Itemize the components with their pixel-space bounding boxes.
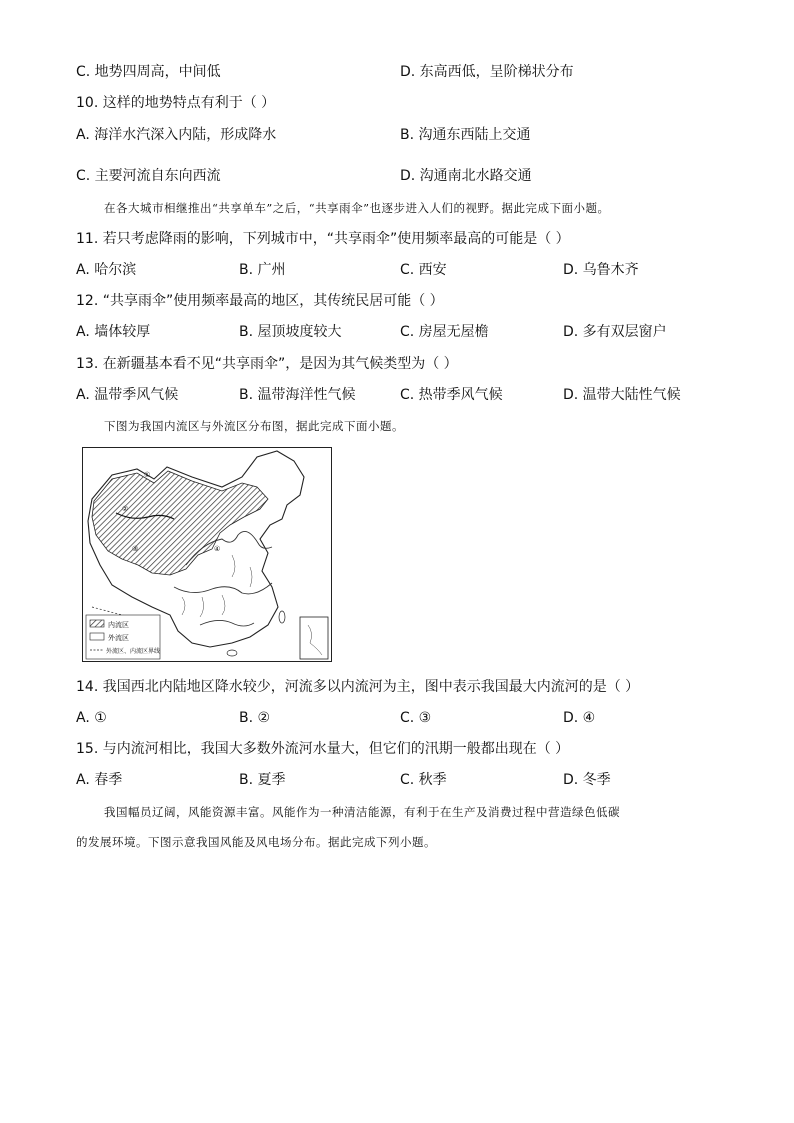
taiwan-island <box>279 611 285 623</box>
marker-3: ③ <box>132 545 139 553</box>
question-13-stem: 13. 在新疆基本看不见“共享雨伞”，是因为其气候类型为（ ） <box>76 356 458 372</box>
question-11-option-d: D. 乌鲁木齐 <box>563 262 639 278</box>
question-10-option-d: D. 沟通南北水路交通 <box>400 168 532 184</box>
question-15-option-c: C. 秋季 <box>400 772 447 788</box>
question-15-option-b: B. 夏季 <box>239 772 286 788</box>
legend-outer-label: 外流区 <box>108 634 129 642</box>
question-11-option-b: B. 广州 <box>239 262 286 278</box>
legend-inland-label: 内流区 <box>108 621 129 629</box>
question-13-option-a: A. 温带季风气候 <box>76 387 179 403</box>
marker-1: ① <box>144 471 151 479</box>
question-15-stem: 15. 与内流河相比，我国大多数外流河水量大，但它们的汛期一般都出现在（ ） <box>76 741 570 757</box>
question-12-option-b: B. 屋顶坡度较大 <box>239 324 342 340</box>
legend-boundary-label: 外流区、内流区界线 <box>106 648 161 655</box>
legend-inland-swatch <box>90 620 104 627</box>
drainage-area-map <box>82 447 332 662</box>
passage-intro-drainage-map: 下图为我国内流区与外流区分布图，据此完成下面小题。 <box>104 419 404 433</box>
question-11-option-c: C. 西安 <box>400 262 447 278</box>
question-10-option-a: A. 海洋水汽深入内陆，形成降水 <box>76 127 277 143</box>
question-11-option-a: A. 哈尔滨 <box>76 262 137 278</box>
question-10-option-c: C. 主要河流自东向西流 <box>76 168 221 184</box>
south-china-sea-inset <box>300 617 328 659</box>
hainan-island <box>227 650 237 656</box>
question-14-option-a: A. ① <box>76 710 107 726</box>
passage-intro-wind-energy-line2: 的发展环境。下图示意我国风能及风电场分布。据此完成下列小题。 <box>76 835 436 849</box>
question-11-stem: 11. 若只考虑降雨的影响，下列城市中，“共享雨伞”使用频率最高的可能是（ ） <box>76 231 570 247</box>
legend-outer-swatch <box>90 633 104 640</box>
question-13-option-d: D. 温带大陆性气候 <box>563 387 681 403</box>
question-14-option-d: D. ④ <box>563 710 596 726</box>
question-12-stem: 12. “共享雨伞”使用频率最高的地区，其传统民居可能（ ） <box>76 293 444 309</box>
marker-2: ② <box>122 505 129 513</box>
question-13-option-b: B. 温带海洋性气候 <box>239 387 356 403</box>
passage-intro-wind-energy-line1: 我国幅员辽阔，风能资源丰富。风能作为一种清洁能源，有利于在生产及消费过程中营造绿色低碳 <box>104 805 620 819</box>
question-10-stem: 10. 这样的地势特点有利于（ ） <box>76 95 276 111</box>
option-c: C. 地势四周高，中间低 <box>76 64 221 80</box>
question-15-option-d: D. 冬季 <box>563 772 611 788</box>
question-12-option-a: A. 墙体较厚 <box>76 324 151 340</box>
passage-intro-shared-umbrella: 在各大城市相继推出“共享单车”之后，“共享雨伞”也逐步进入人们的视野。据此完成下面小题。 <box>104 201 610 215</box>
map-legend <box>86 615 160 659</box>
option-d: D. 东高西低，呈阶梯状分布 <box>400 64 574 80</box>
question-14-option-c: C. ③ <box>400 710 432 726</box>
question-10-option-b: B. 沟通东西陆上交通 <box>400 127 531 143</box>
marker-4: ④ <box>214 545 221 553</box>
question-13-option-c: C. 热带季风气候 <box>400 387 503 403</box>
question-14-option-b: B. ② <box>239 710 271 726</box>
question-12-option-d: D. 多有双层窗户 <box>563 324 667 340</box>
question-15-option-a: A. 春季 <box>76 772 123 788</box>
question-14-stem: 14. 我国西北内陆地区降水较少，河流多以内流河为主，图中表示我国最大内流河的是（ ） <box>76 679 640 695</box>
question-12-option-c: C. 房屋无屋檐 <box>400 324 489 340</box>
